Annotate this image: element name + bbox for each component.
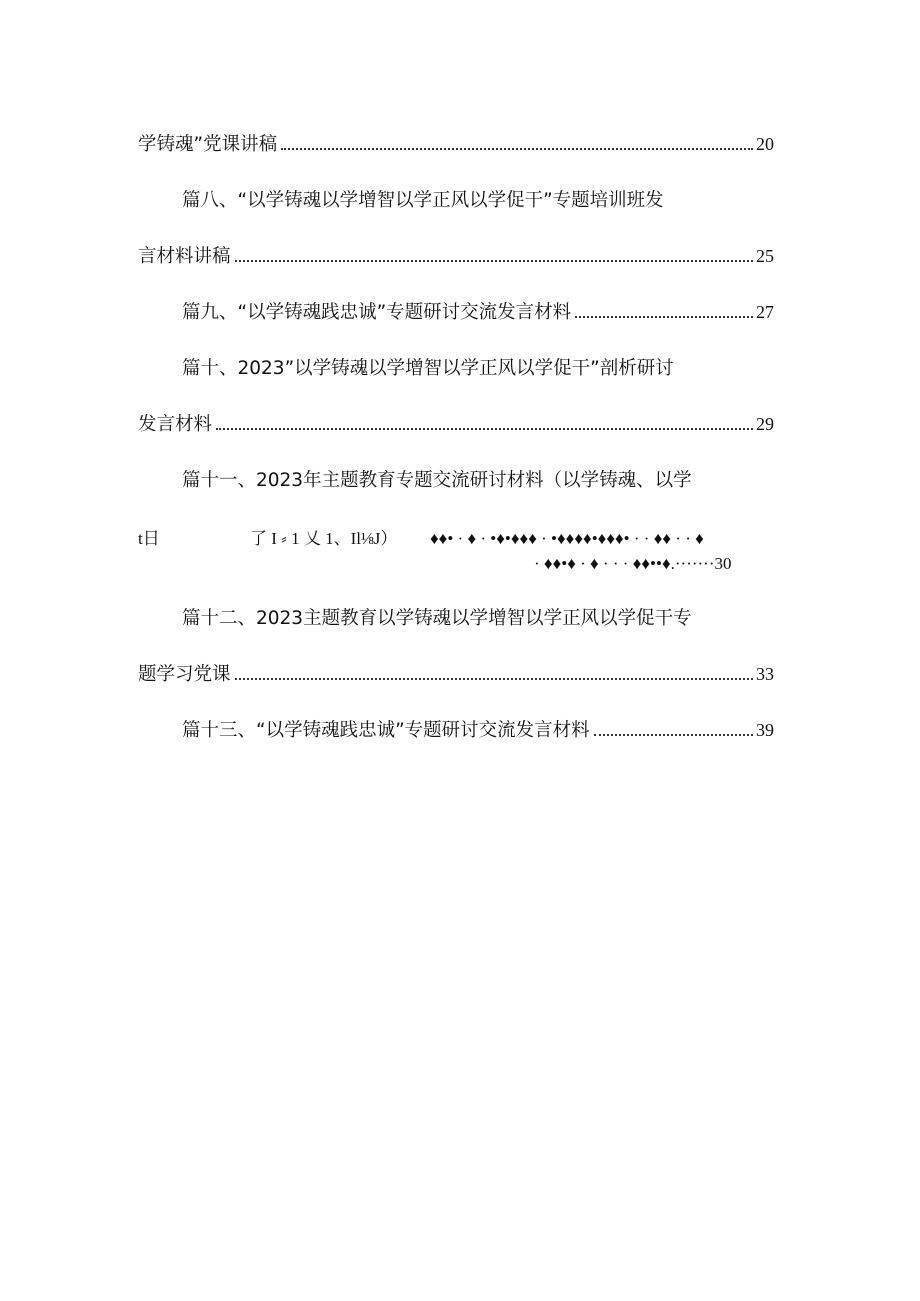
garbled-dots: · ♦♦•♦ · ♦ · · · ♦♦••♦.·······30	[534, 554, 732, 573]
toc-entry-title: 篇十一、2023年主题教育专题交流研讨材料（以学铸魂、以学	[182, 470, 692, 491]
garbled-fragment: 了 I ⸗ 1 乂 1、Il⅛J）	[250, 529, 398, 548]
dot-leader	[216, 427, 753, 430]
toc-entry[interactable]	[182, 186, 742, 216]
garbled-dots: ♦♦• · ♦ · •♦•♦♦♦ · •♦♦♦♦•♦♦♦• · · ♦♦ · · ♦	[430, 529, 704, 548]
toc-entry[interactable]	[182, 354, 742, 384]
toc-entry-page: 33	[756, 664, 774, 684]
toc-entry-page: 25	[756, 246, 774, 266]
dot-leader	[235, 259, 753, 262]
toc-entry[interactable]	[138, 660, 774, 690]
toc-entry[interactable]	[182, 716, 774, 746]
toc-entry[interactable]	[182, 604, 742, 634]
garbled-fragment: t日	[138, 529, 160, 548]
toc-entry-page: 39	[756, 720, 774, 740]
dot-leader	[235, 677, 753, 680]
toc-entry-title: 篇十二、2023主题教育以学铸魂以学增智以学正风以学促干专	[182, 608, 692, 629]
dot-leader	[575, 315, 753, 318]
toc-entry[interactable]	[182, 466, 742, 496]
toc-entry-title: 篇八、“以学铸魂以学增智以学正风以学促干”专题培训班发	[182, 190, 664, 211]
toc-entry-page: 20	[756, 134, 774, 154]
toc-entry[interactable]	[138, 130, 774, 160]
toc-entry-title: 篇十、2023”以学铸魂以学增智以学正风以学促干”剖析研讨	[182, 358, 674, 379]
toc-entry-title: 发言材料	[138, 414, 213, 435]
toc-entry-page: 29	[756, 414, 774, 434]
toc-entry-title: 篇九、“以学铸魂践忠诚”专题研讨交流发言材料	[182, 302, 572, 323]
toc-entry-title: 学铸魂”党课讲稿	[138, 134, 278, 155]
toc-entry[interactable]	[138, 410, 774, 440]
toc-entry-title: 题学习党课	[138, 664, 231, 685]
dot-leader	[594, 733, 753, 736]
toc-entry[interactable]	[182, 298, 774, 328]
dot-leader	[281, 147, 753, 150]
toc-entry-title: 言材料讲稿	[138, 246, 231, 267]
toc-entry[interactable]	[138, 242, 774, 272]
toc-entry-page: 27	[756, 302, 774, 322]
toc-entry-title: 篇十三、“以学铸魂践忠诚”专题研讨交流发言材料	[182, 720, 590, 741]
garbled-ocr-line	[138, 524, 788, 550]
garbled-ocr-line	[534, 554, 794, 580]
